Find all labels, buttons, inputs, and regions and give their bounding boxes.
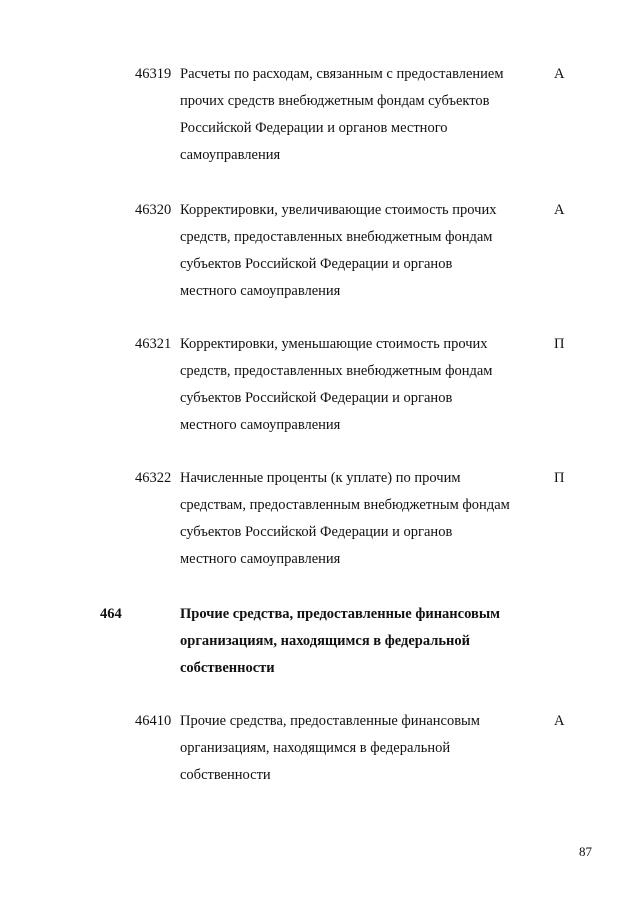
account-description (180, 465, 545, 573)
section-title-line: Прочие средства, предоставленные финансовым (180, 606, 501, 622)
description-line: самоуправления (180, 147, 281, 163)
description-line: организациям, находящимся в федеральной (180, 740, 451, 756)
section-title-line: собственности (180, 660, 275, 676)
account-code: 46319 (135, 66, 172, 82)
description-line: Начисленные проценты (к уплате) по прочим (180, 470, 461, 486)
account-description (180, 331, 545, 439)
account-code: 46322 (135, 470, 172, 486)
description-line: местного самоуправления (180, 283, 341, 299)
account-type-flag: П (554, 470, 565, 486)
description-line: Расчеты по расходам, связанным с предоставлением (180, 66, 504, 82)
account-type-flag: А (554, 66, 565, 82)
description-line: прочих средств внебюджетным фондам субъектов (180, 93, 490, 109)
account-type-flag: А (554, 713, 565, 729)
description-line: субъектов Российской Федерации и органов (180, 256, 453, 272)
section-code: 464 (100, 606, 122, 622)
account-code: 46410 (135, 713, 172, 729)
description-line: средств, предоставленных внебюджетным фондам (180, 363, 493, 379)
description-line: местного самоуправления (180, 551, 341, 567)
description-line: местного самоуправления (180, 417, 341, 433)
page-number: 87 (579, 844, 592, 859)
account-description (180, 708, 545, 789)
description-line: средствам, предоставленным внебюджетным фондам (180, 497, 510, 513)
description-line: субъектов Российской Федерации и органов (180, 390, 453, 406)
description-line: средств, предоставленных внебюджетным фондам (180, 229, 493, 245)
account-code: 46321 (135, 336, 172, 352)
description-line: Российской Федерации и органов местного (180, 120, 448, 136)
description-line: Корректировки, уменьшающие стоимость прочих (180, 336, 488, 352)
description-line: субъектов Российской Федерации и органов (180, 524, 453, 540)
account-description (180, 197, 545, 305)
section-title-line: организациям, находящимся в федеральной (180, 633, 471, 649)
account-code: 46320 (135, 202, 172, 218)
description-line: Прочие средства, предоставленные финансовым (180, 713, 480, 729)
account-type-flag: П (554, 336, 565, 352)
description-line: собственности (180, 767, 271, 783)
section-title (180, 601, 545, 682)
account-description (180, 61, 545, 169)
description-line: Корректировки, увеличивающие стоимость прочих (180, 202, 497, 218)
account-type-flag: А (554, 202, 565, 218)
